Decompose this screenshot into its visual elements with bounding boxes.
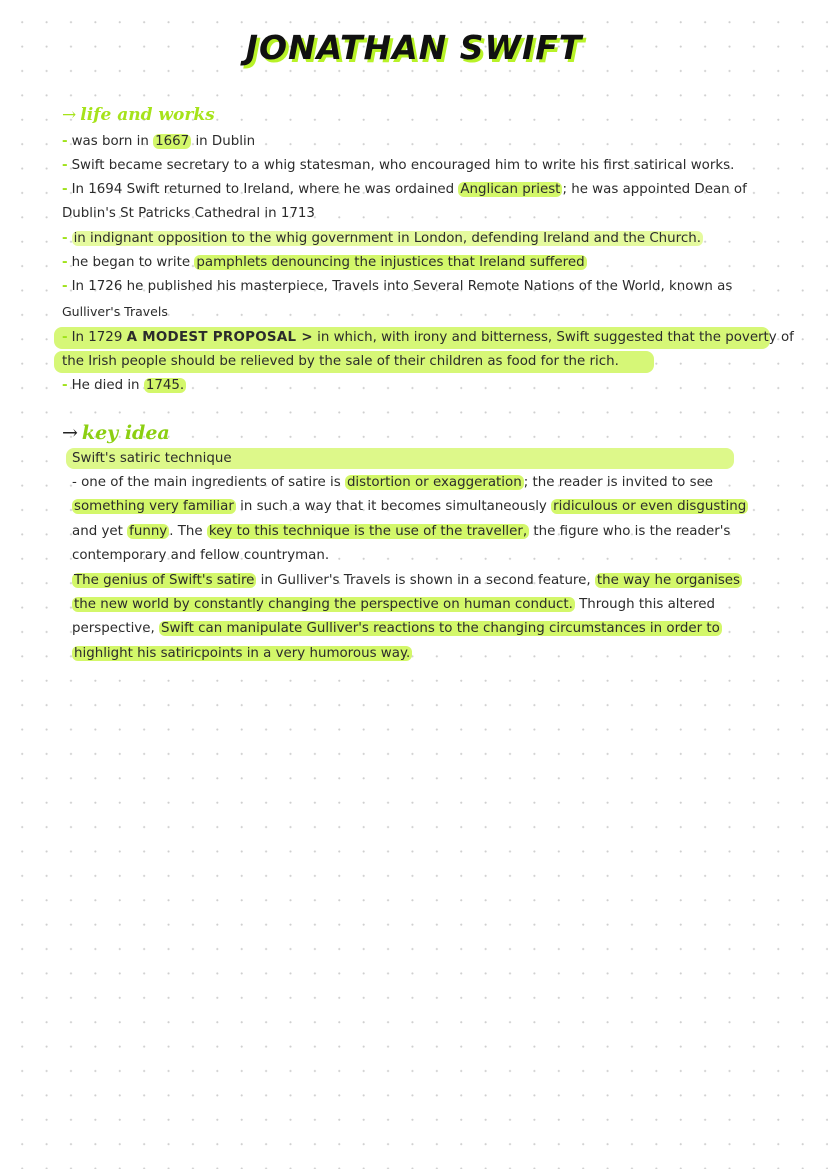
life-heading-text: life and works: [80, 105, 215, 125]
key-p2-line1: The genius of Swift's satire in Gulliver's Travels is shown in a second feature, the way he organises: [74, 573, 741, 588]
bullet-dash: -: [62, 134, 68, 149]
bullet-dash: -: [62, 158, 68, 173]
key-p2-line3: perspective, Swift can manipulate Gulliver's reactions to the changing circumstances in order to: [72, 621, 720, 636]
bullet-dash: -: [62, 330, 68, 345]
life-item-ireland-cont: Dublin's St Patricks Cathedral in 1713: [62, 206, 315, 221]
key-idea-heading: [62, 422, 170, 444]
life-item-modest-proposal-cont: the Irish people should be relieved by the sale of their children as food for the rich.: [62, 354, 619, 369]
page-title: JONATHAN SWIFT: [245, 28, 583, 67]
key-subheading: Swift's satiric technique: [72, 451, 232, 466]
key-p1-line1: - one of the main ingredients of satire is distortion or exaggeration ; the reader is invited to see: [72, 475, 714, 490]
life-item-died: - He died in 1745.: [62, 378, 185, 393]
key-p1-line2: something very familiar in such a way that it becomes simultaneously ridiculous or even disgusting: [74, 499, 747, 514]
key-p1-line3: and yet funny . The key to this technique is the use of the traveller, the figure who is the reader's: [72, 524, 731, 539]
life-item-ireland: - In 1694 Swift returned to Ireland, where he was ordained Anglican priest ; he was appointed Dean of: [62, 182, 747, 197]
key-p1-line4: contemporary and fellow countryman.: [72, 548, 330, 563]
bullet-dash: -: [62, 255, 68, 270]
key-heading-text: key idea: [81, 422, 170, 444]
bullet-dash: -: [62, 231, 68, 246]
arrow-icon: →: [62, 105, 77, 125]
arrow-icon: →: [62, 422, 78, 444]
key-p2-line4: highlight his satiricpoints in a very humorous way.: [74, 646, 411, 661]
bullet-dash: -: [62, 378, 68, 393]
key-p2-line2: the new world by constantly changing the perspective on human conduct. Through this altered: [74, 597, 715, 612]
life-item-modest-proposal: - In 1729 A MODEST PROPOSAL > in which, with irony and bitterness, Swift suggested that the poverty of: [62, 330, 794, 345]
life-item-born: - was born in 1667 in Dublin: [62, 134, 256, 149]
life-item-pamphlets: - he began to write pamphlets denouncing the injustices that Ireland suffered: [62, 255, 585, 270]
bullet-dash: -: [62, 279, 68, 294]
bullet-dash: -: [62, 182, 68, 197]
life-item-secretary: - Swift became secretary to a whig statesman, who encouraged him to write his first satirical works.: [62, 158, 735, 173]
life-item-masterpiece: - In 1726 he published his masterpiece, Travels into Several Remote Nations of the World, known as: [62, 279, 733, 294]
life-item-opposition: - in indignant opposition to the whig government in London, defending Ireland and the Church.: [62, 231, 701, 246]
life-item-masterpiece-cont: Gulliver's Travels: [62, 304, 168, 319]
life-and-works-heading: [62, 105, 215, 125]
